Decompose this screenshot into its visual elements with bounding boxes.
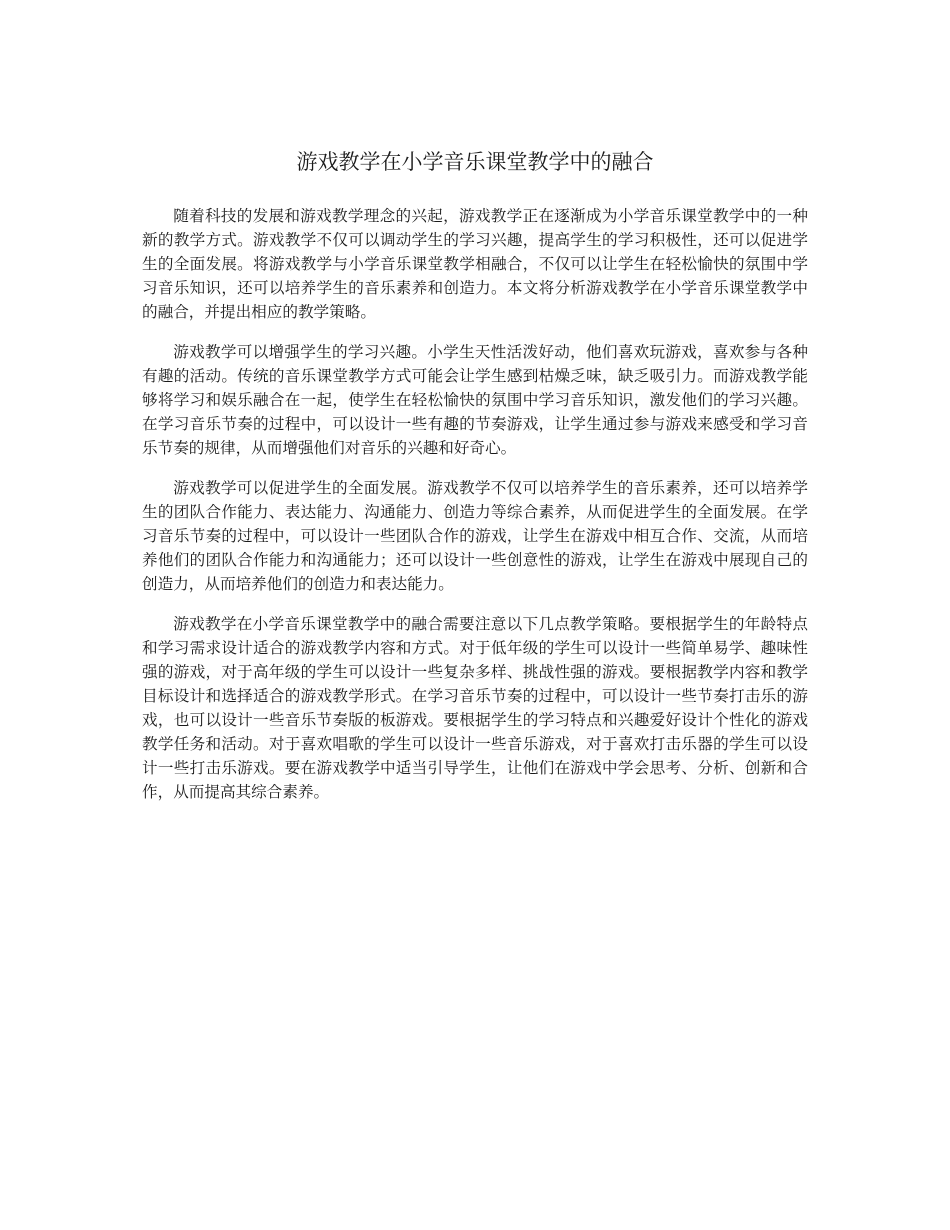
document-title: 游戏教学在小学音乐课堂教学中的融合 — [296, 150, 654, 174]
paragraph-intro: 随着科技的发展和游戏教学理念的兴起，游戏教学正在逐渐成为小学音乐课堂教学中的一种新的教学方式。游戏教学不仅可以调动学生的学习兴趣，提高学生的学习积极性，还可以促进学生的全面发展。将游戏教学与小学音乐课堂教学相融合，不仅可以让学生在轻松愉快的氛围中学习音乐知识，还可以培养学生的音乐素养和创造力。本文将分析游戏教学在小学音乐课堂教学中的融合，并提出相应的教学策略。 — [142, 207, 808, 321]
paragraph-interest: 游戏教学可以增强学生的学习兴趣。小学生天性活泼好动，他们喜欢玩游戏，喜欢参与各种有趣的活动。传统的音乐课堂教学方式可能会让学生感到枯燥乏味，缺乏吸引力。而游戏教学能够将学习和娱乐融合在一起，使学生在轻松愉快的氛围中学习音乐知识，激发他们的学习兴趣。在学习音乐节奏的过程中，可以设计一些有趣的节奏游戏，让学生通过参与游戏来感受和学习音乐节奏的规律，从而增强他们对音乐的兴趣和好奇心。 — [142, 343, 808, 457]
document-body — [142, 204, 808, 820]
paragraph-development: 游戏教学可以促进学生的全面发展。游戏教学不仅可以培养学生的音乐素养，还可以培养学生的团队合作能力、表达能力、沟通能力、创造力等综合素养，从而促进学生的全面发展。在学习音乐节奏的过程中，可以设计一些团队合作的游戏，让学生在游戏中相互合作、交流，从而培养他们的团队合作能力和沟通能力；还可以设计一些创意性的游戏，让学生在游戏中展现自己的创造力，从而培养他们的创造力和表达能力。 — [142, 479, 808, 593]
paragraph-strategies: 游戏教学在小学音乐课堂教学中的融合需要注意以下几点教学策略。要根据学生的年龄特点和学习需求设计适合的游戏教学内容和方式。对于低年级的学生可以设计一些简单易学、趣味性强的游戏，对于高年级的学生可以设计一些复杂多样、挑战性强的游戏。要根据教学内容和教学目标设计和选择适合的游戏教学形式。在学习音乐节奏的过程中，可以设计一些节奏打击乐的游戏，也可以设计一些音乐节奏版的板游戏。要根据学生的学习特点和兴趣爱好设计个性化的游戏教学任务和活动。对于喜欢唱歌的学生可以设计一些音乐游戏，对于喜欢打击乐器的学生可以设计一些打击乐游戏。要在游戏教学中适当引导学生，让他们在游戏中学会思考、分析、创新和合作，从而提高其综合素养。 — [142, 615, 808, 801]
